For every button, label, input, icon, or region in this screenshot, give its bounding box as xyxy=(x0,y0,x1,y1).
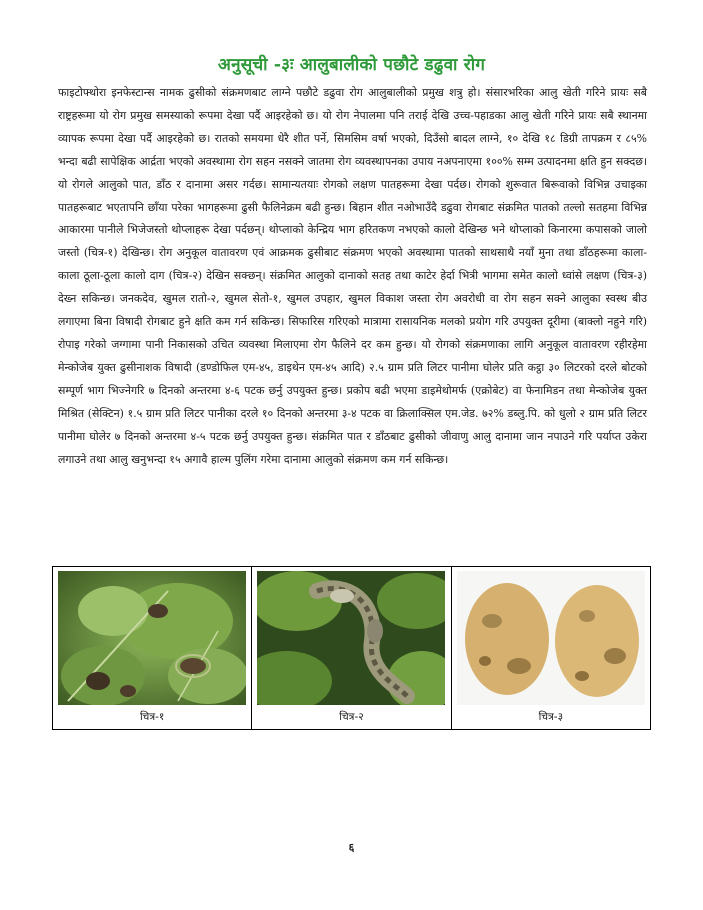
figure-3 xyxy=(452,567,650,729)
figure-3-caption: चित्र-३ xyxy=(538,711,564,723)
blighted-shoot-photo xyxy=(257,571,445,705)
figure-1 xyxy=(53,567,252,729)
body-paragraph: फाइटोफ्थोरा इनफेस्टान्स नामक ढुसीको संक्रमणबाट लाग्ने पछौटे डढुवा रोग आलुबालीको प्रमुख शत्रु हो। संसारभरिका आलु खेती गरिने प्रायः सबै राष्ट्रहरूमा यो रोग प्रमुख समस्याको रूपमा देखा पर्दै आइरहेको छ। यो रोग नेपालमा पनि तराई देखि उच्च-पहाडका आलु खेती गरिने प्रायः सबै स्थानमा व्यापक रूपमा देखा पर्दै आइरहेको छ। रातको समयमा धेरै शीत पर्ने, सिमसिम वर्षा भएको, दिउँसो बादल लाग्ने, १० देखि १८ डिग्री तापक्रम र ८५% भन्दा बढी सापेक्षिक आर्द्रता भएको अवस्थामा रोग सहन नसक्ने जातमा रोग व्यवस्थापनका उपाय नअपनाएमा १००% सम्म उत्पादनमा क्षति हुन सक्दछ। यो रोगले आलुको पात, डाँठ र दानामा असर गर्दछ। सामान्यतयाः रोगको लक्षण पातहरूमा देखा पर्दछ। रोगको शुरूवात बिरूवाको विभिन्न उचाइका पातहरूबाट भएतापनि छाँया परेका भागहरूमा ढुसी फैलिनेक्रम बढी हुन्छ। बिहान शीत नओभाउँदै डढुवा रोगबाट संक्रमित पातको तल्लो सतहमा विभिन्न आकारमा पानीले भिजेजस्तो थोप्लाहरू देखा पर्दछन्। थोप्लाको केन्द्रिय भाग हरितकण नभएको कालो देखिन्छ भने थोप्लाको किनारमा कपासको जालो जस्तो (चित्र-१) देखिन्छ। रोग अनुकूल वातावरण एवं आक्रमक ढुसीबाट संक्रमण भएको अवस्थामा पातको साथसाथै नयाँ मुना तथा डाँठहरूमा काला-काला ठूला-ठूला कालो दाग (चित्र-२) देखिन सक्छन्। संक्रमित आलुको दानाको सतह तथा काटेर हेर्दा भित्री भागमा समेत कालो ध्वांसे लक्षण (चित्र-३) देख्न सकिन्छ। जनकदेव, खुमल रातो-२, खुमल सेतो-१, खुमल उपहार, खुमल विकाश जस्ता रोग अवरोधी वा रोग सहन सक्ने आलुका स्वस्थ बीउ लगाएमा बिना विषादी रोगबाट हुने क्षति कम गर्न सकिन्छ। सिफारिस गरिएको मात्रामा रासायनिक मलको प्रयोग गरि उपयुक्त दूरीमा (बाक्लो नहुने गरि) रोपाइ गरेको जग्गामा पानी निकासको उचित व्यवस्था मिलाएमा रोग फैलिने दर कम हुन्छ। यो रोगको संक्रमणाका लागि अनुकूल वातावरण रहीरहेमा मेन्कोजेब युक्त ढुसीनाशक विषादी (डण्डोफिल एम-४५, डाइथेन एम-४५ आदि) २.५ ग्राम प्रति लिटर पानीमा घोलेर प्रति कट्ठा ३० लिटरको दरले बोटको सम्पूर्ण भाग भिज्नेगरि ७ दिनको अन्तरमा ४-६ पटक छर्नु उपयुक्त हुन्छ। प्रकोप बढी भएमा डाइमेथोमर्फ (एक्रोबेट) वा फेनामिडन तथा मेन्कोजेब युक्त मिश्रित (सेक्टिन) १.५ ग्राम प्रति लिटर पानीका दरले १० दिनको अन्तरमा ३-४ पटक वा क्रिलाक्सिल एम.जेड. ७२% डब्लु.पि. को धुलो २ ग्राम प्रति लिटर पानीमा घोलेर ७ दिनको अन्तरमा ४-५ पटक छर्नु उपयुक्त हुन्छ। संक्रमित पात र डाँठबाट ढुसीको जीवाणु आलु दानामा जान नपाउने गरि पर्याप्त उकेरा लगाउने तथा आलु खनुभन्दा १५ अगावै हाल्म पुलिंग गरेमा दानामा आलुको संक्रमण कम गर्न सकिन्छ। xyxy=(58,86,647,466)
figure-1-caption: चित्र-१ xyxy=(139,711,165,723)
potato-leaf-lesion-photo xyxy=(58,571,246,705)
page-number: ६ xyxy=(348,841,355,854)
infected-tubers-photo xyxy=(457,571,645,705)
figure-2-caption: चित्र-२ xyxy=(339,711,364,723)
figure-panel xyxy=(52,566,651,730)
figure-2 xyxy=(252,567,451,729)
page-title: अनुसूची -३ः आलुबालीको पछौटे डढुवा रोग xyxy=(217,55,486,75)
